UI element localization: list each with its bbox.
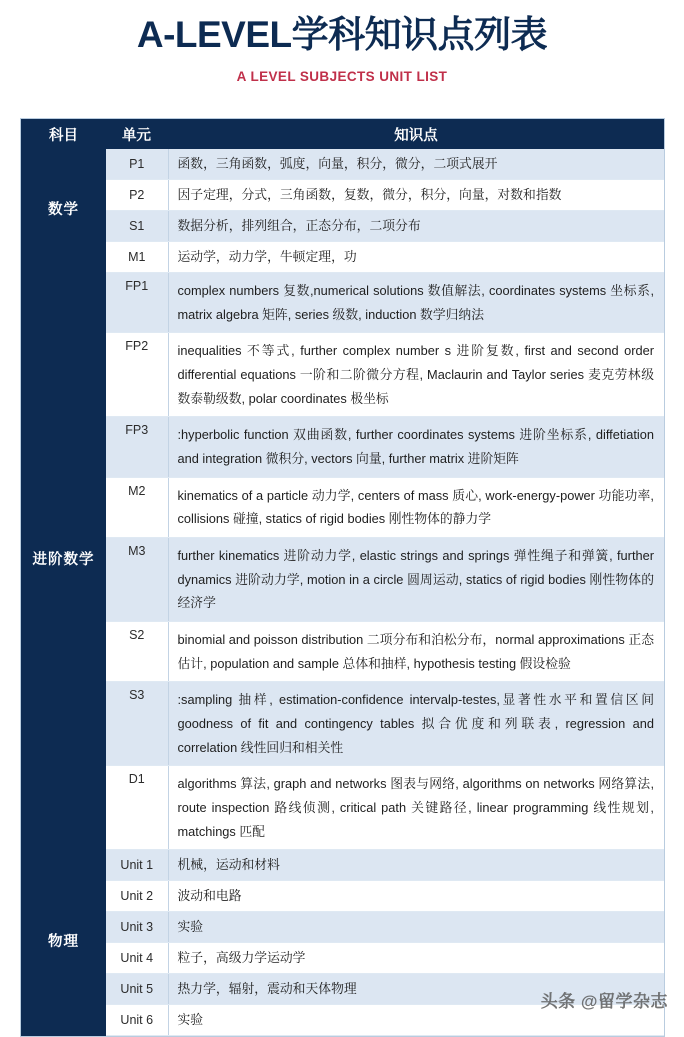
unit-cell: S3	[106, 682, 168, 766]
knowledge-points-cell: 运动学，动力学，牛顿定理，功	[168, 242, 664, 273]
unit-cell: M1	[106, 242, 168, 273]
table-row	[21, 943, 664, 974]
unit-cell: S1	[106, 211, 168, 242]
title-block	[0, 0, 684, 84]
unit-cell: D1	[106, 766, 168, 850]
table-row	[21, 149, 664, 180]
column-header-unit: 单元	[106, 119, 168, 149]
unit-cell: FP2	[106, 333, 168, 417]
unit-cell: Unit 1	[106, 850, 168, 881]
unit-cell: Unit 2	[106, 881, 168, 912]
subjects-unit-table-wrapper	[20, 118, 665, 1037]
knowledge-points-cell: :hyperbolic function 双曲函数, further coordinates systems 进阶坐标系, diffetiation and integration 微积分, vectors 向量, further matrix 进阶矩阵	[168, 417, 664, 477]
table-row	[21, 682, 664, 766]
knowledge-points-cell: kinematics of a particle 动力学, centers of mass 质心, work-energy-power 功能功率, collisions 碰撞, statics of rigid bodies 刚性物体的静力学	[168, 477, 664, 537]
table-body	[21, 149, 664, 1036]
watermark: 头条 @留学杂志	[540, 992, 668, 1011]
table-row	[21, 850, 664, 881]
unit-cell: FP1	[106, 273, 168, 333]
table-row	[21, 912, 664, 943]
unit-cell: M3	[106, 538, 168, 622]
knowledge-points-cell: inequalities 不等式, further complex number s 进阶复数, first and second order differential equations 一阶和二阶微分方程, Maclaurin and Taylor series 麦克劳林级数泰勒级数, polar coordinates 极坐标	[168, 333, 664, 417]
unit-cell: Unit 6	[106, 1005, 168, 1036]
knowledge-points-cell: 因子定理，分式，三角函数，复数，微分，积分，向量，对数和指数	[168, 180, 664, 211]
subjects-unit-table	[21, 119, 664, 1036]
knowledge-points-cell: algorithms 算法, graph and networks 图表与网络, algorithms on networks 网络算法, route inspection 路线侦测, critical path 关键路径, linear programming 线性规划, matchings 匹配	[168, 766, 664, 850]
table-row	[21, 538, 664, 622]
knowledge-points-cell: 实验	[168, 1005, 664, 1036]
subject-cell: 物理	[21, 850, 106, 1036]
unit-cell: Unit 5	[106, 974, 168, 1005]
unit-cell: P1	[106, 149, 168, 180]
table-row	[21, 211, 664, 242]
unit-cell: M2	[106, 477, 168, 537]
knowledge-points-cell: 函数，三角函数，弧度，向量，积分，微分，二项式展开	[168, 149, 664, 180]
table-row	[21, 242, 664, 273]
unit-cell: S2	[106, 622, 168, 682]
knowledge-points-cell: 实验	[168, 912, 664, 943]
column-header-points: 知识点	[168, 119, 664, 149]
page-title: A-LEVEL学科知识点列表	[136, 14, 548, 55]
page-subtitle: A LEVEL SUBJECTS UNIT LIST	[236, 69, 448, 85]
unit-cell: P2	[106, 180, 168, 211]
knowledge-points-cell: :sampling 抽样, estimation-confidence intervalp-testes,显著性水平和置信区间 goodness of fit and contingency tables 拟合优度和列联表, regression and correlation 线性回归和相关性	[168, 682, 664, 766]
knowledge-points-cell: 热力学，辐射，震动和天体物理	[168, 974, 664, 1005]
table-head	[21, 119, 664, 149]
knowledge-points-cell: binomial and poisson distribution 二项分布和泊松分布，normal approximations 正态估计, population and sample 总体和抽样, hypothesis testing 假设检验	[168, 622, 664, 682]
unit-cell: Unit 3	[106, 912, 168, 943]
knowledge-points-cell: 数据分析，排列组合，正态分布，二项分布	[168, 211, 664, 242]
knowledge-points-cell: complex numbers 复数,numerical solutions 数值解法, coordinates systems 坐标系, matrix algebra 矩阵, series 级数, induction 数学归纳法	[168, 273, 664, 333]
subject-cell: 数学	[21, 149, 106, 273]
table-row	[21, 477, 664, 537]
knowledge-points-cell: 粒子，高级力学运动学	[168, 943, 664, 974]
column-header-subject: 科目	[21, 119, 106, 149]
table-row	[21, 766, 664, 850]
table-row	[21, 881, 664, 912]
subject-cell: 进阶数学	[21, 273, 106, 850]
table-row	[21, 622, 664, 682]
unit-cell: Unit 4	[106, 943, 168, 974]
unit-cell: FP3	[106, 417, 168, 477]
knowledge-points-cell: further kinematics 进阶动力学, elastic strings and springs 弹性绳子和弹簧, further dynamics 进阶动力学, motion in a circle 圆周运动, statics of rigid bodies 刚性物体的经济学	[168, 538, 664, 622]
table-header-row	[21, 119, 664, 149]
table-row	[21, 180, 664, 211]
table-row	[21, 273, 664, 333]
knowledge-points-cell: 机械，运动和材料	[168, 850, 664, 881]
table-row	[21, 333, 664, 417]
knowledge-points-cell: 波动和电路	[168, 881, 664, 912]
table-row	[21, 417, 664, 477]
